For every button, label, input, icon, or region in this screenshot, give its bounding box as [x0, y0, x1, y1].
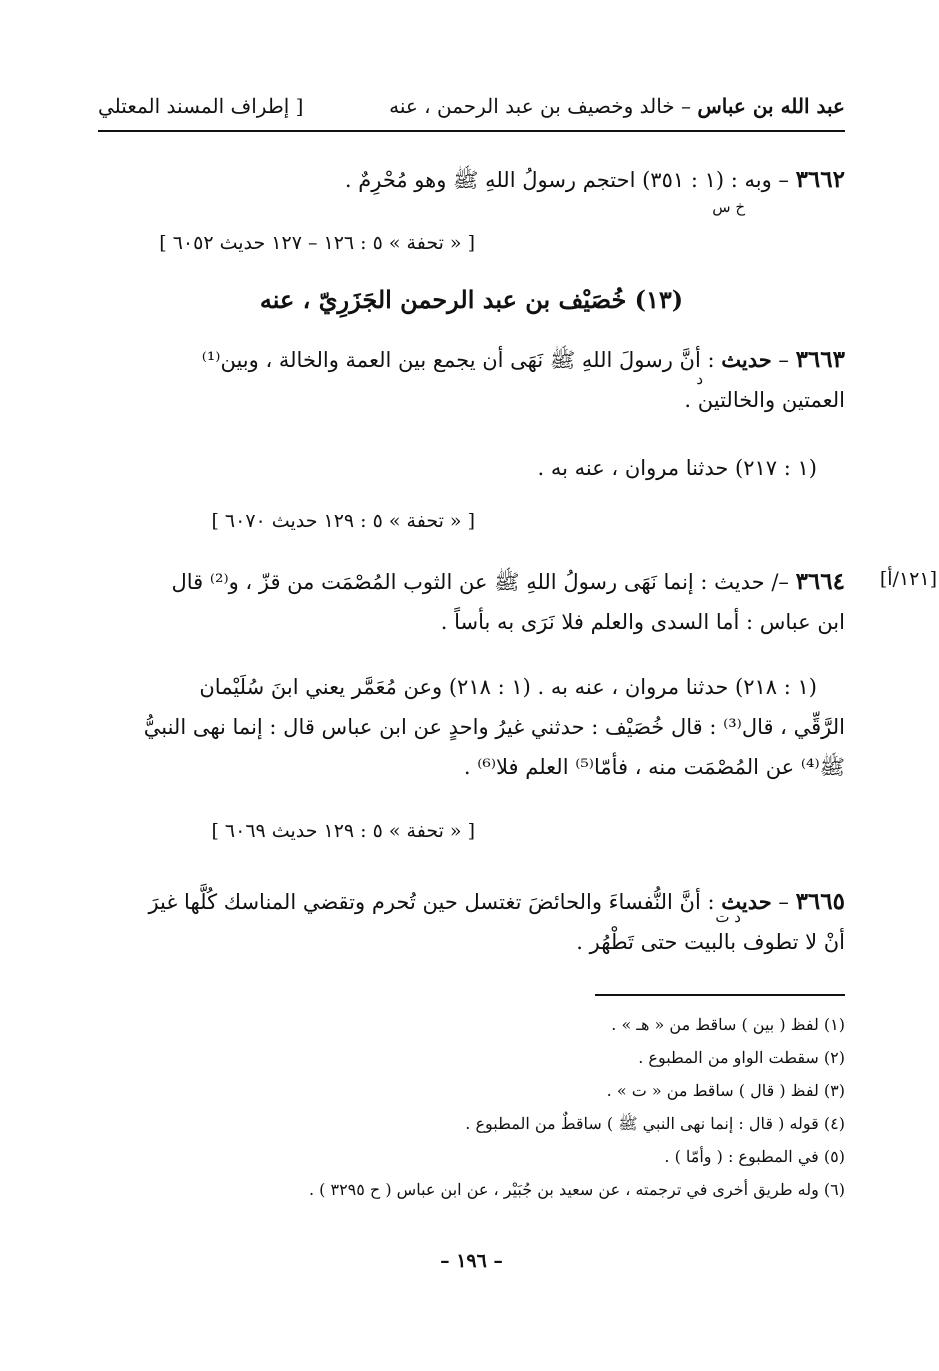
- footnote: (٢) سقطت الواو من المطبوع .: [638, 1048, 845, 1067]
- chain-text-continued: [98, 707, 845, 787]
- siglum: د ت: [715, 908, 741, 926]
- hadith-number: ٣٦٦٢: [795, 166, 845, 193]
- hadith-line: ٣٦٦٣ – حديث : أنَّ رسولَ اللهِ ﷺ نَهَى أن يجمع بين العمة والخالة ، وبين⁽¹⁾: [201, 346, 845, 373]
- footnote: (٥) في المطبوع : ( وأمّا ) .: [664, 1147, 845, 1166]
- hadith-line: العمتين والخالتين .: [684, 388, 845, 412]
- section-title: (١٣) خُصَيْف بن عبد الرحمن الجَزَرِيّ ، عنه: [259, 285, 684, 314]
- header-left: [ إطراف المسند المعتلي: [98, 94, 304, 118]
- header-right-bold: عبد الله بن عباس: [697, 94, 845, 118]
- tuhfa-reference: [ « تحفة » ٥ : ١٢٩ حديث ٦٠٧٠ ]: [211, 510, 475, 532]
- hadith-line: [98, 562, 845, 602]
- hadith-line: أنْ لا تطوف بالبيت حتى تَطْهُر .: [576, 930, 845, 954]
- chain-text: [98, 667, 845, 707]
- hadith-line: ابن عباس : أما السدى والعلم فلا نَرَى به بأساً .: [440, 610, 845, 634]
- running-header: [98, 90, 845, 132]
- footnote: (٤) قوله ( قال : إنما نهى النبي ﷺ ) ساقطٌ من المطبوع .: [465, 1114, 845, 1133]
- chain-line: الرَّقِّي ، قال⁽³⁾ : قال خُصَيْف : حدثني غيرُ واحدٍ عن ابن عباس قال : إنما نهى النبيُّ: [143, 715, 845, 739]
- siglum: د: [696, 370, 703, 388]
- chain-line: ﷺ⁽⁴⁾ عن المُصْمَت منه ، فأمّا⁽⁵⁾ العلم فلا⁽⁶⁾ .: [463, 755, 845, 779]
- chain-line: (١ : ٢١٨) حدثنا مروان ، عنه به . (١ : ٢١٨) وعن مُعَمَّر يعني ابنَ سُلَيْمان: [199, 675, 817, 699]
- footnotes: [98, 1014, 845, 1212]
- hadith-text: : أنَّ رسولَ اللهِ ﷺ نَهَى أن يجمع بين العمة والخالة ، وبين⁽¹⁾: [201, 348, 722, 372]
- hadith-line: ٣٦٦٥ – حديث : أنَّ النُّفساءَ والحائضَ تغتسل حين تُحرم وتقضي المناسك كُلَّها غيرَ: [148, 888, 845, 915]
- hadith-text: –/ حديث : إنما نَهَى رسولُ اللهِ ﷺ عن الثوب المُصْمَت من قزّ ، و⁽²⁾ قال: [171, 570, 796, 594]
- header-right: [389, 94, 845, 118]
- keyword-hadith: حديث: [721, 347, 772, 372]
- hadith-number: ٣٦٦٥: [795, 888, 845, 915]
- hadith-text: – وبه : (١ : ٣٥١) احتجم رسولُ اللهِ ﷺ وهو مُحْرِمٌ .: [344, 168, 796, 192]
- hadith-3664: [98, 562, 845, 642]
- keyword-hadith: حديث: [721, 889, 772, 914]
- header-right-rest: – خالد وخصيف بن عبد الرحمن ، عنه: [389, 94, 698, 118]
- hadith-3663: [98, 340, 845, 420]
- tuhfa-reference: [ « تحفة » ٥ : ١٢٦ – ١٢٧ حديث ٦٠٥٢ ]: [159, 232, 475, 254]
- tuhfa-reference: [ « تحفة » ٥ : ١٢٩ حديث ٦٠٦٩ ]: [211, 820, 475, 842]
- footnote: (١) لفظ ( بين ) ساقط من « هـ » .: [611, 1015, 845, 1034]
- hadith-3662: [98, 160, 845, 200]
- footnote: (٦) وله طريق أخرى في ترجمته ، عن سعيد بن جُبَيْر ، عن ابن عباس ( ح ٣٢٩٥ ) .: [308, 1180, 845, 1199]
- footnote-rule: [595, 994, 845, 996]
- page-number: – ١٩٦ –: [440, 1250, 503, 1272]
- hadith-number: ٣٦٦٤: [795, 568, 845, 595]
- hadith-number: ٣٦٦٣: [795, 346, 845, 373]
- hadith-text: : أنَّ النُّفساءَ والحائضَ تغتسل حين تُحرم وتقضي المناسك كُلَّها غيرَ: [148, 890, 722, 914]
- siglum: خ س: [712, 198, 745, 216]
- footnote: (٣) لفظ ( قال ) ساقط من « ت » .: [606, 1081, 845, 1100]
- margin-folio: [١٢١/أ]: [879, 568, 937, 590]
- chain-text: (١ : ٢١٧) حدثنا مروان ، عنه به .: [537, 456, 817, 480]
